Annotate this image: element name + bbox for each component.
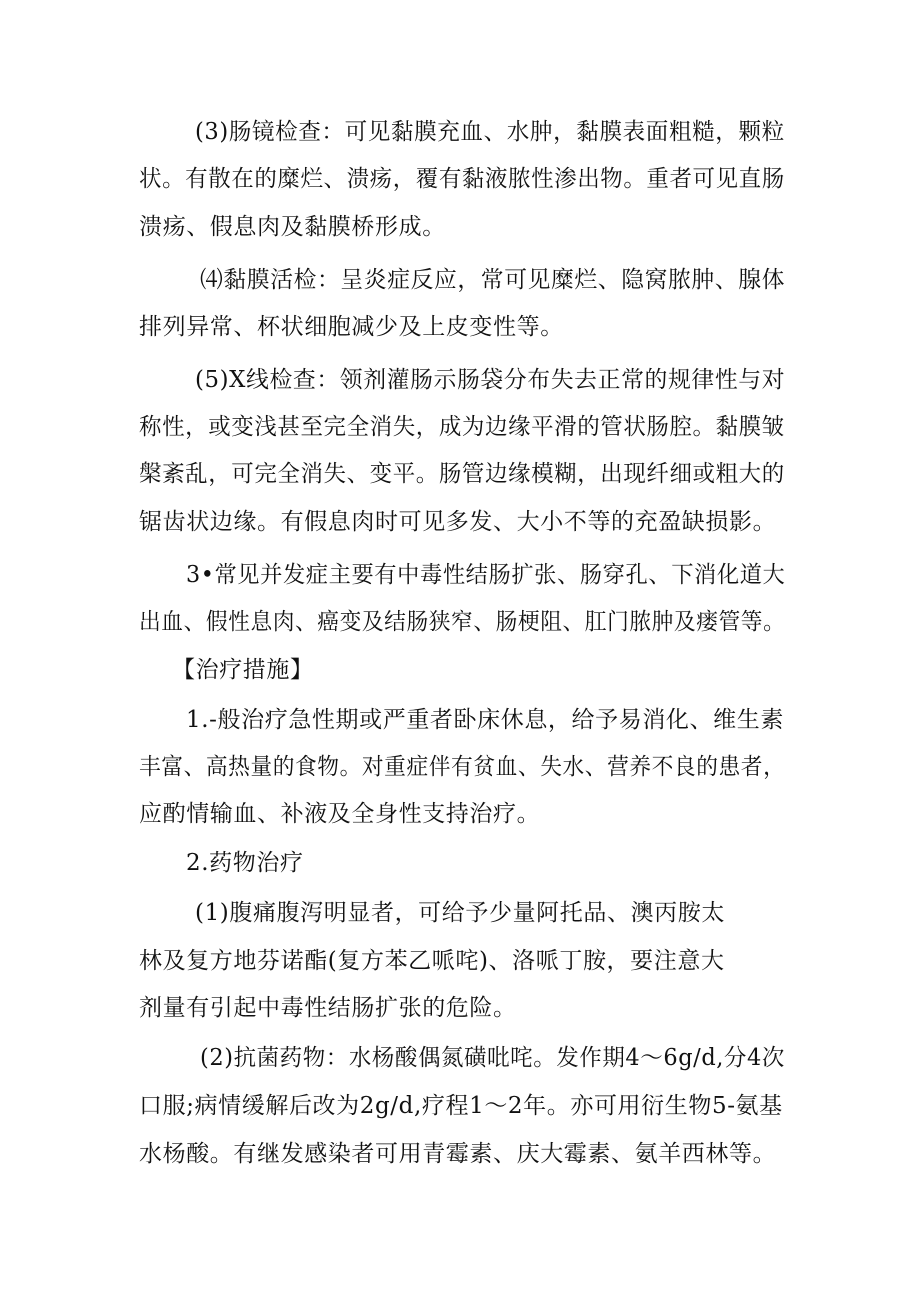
text-line: 丰富、高热量的食物。对重症伴有贫血、失水、营养不良的患者， xyxy=(139,754,786,780)
text-line: 林及复方地芬诺酯(复方苯乙哌咤)、洛哌丁胺，要注意大 xyxy=(139,948,725,974)
text-line: (2)抗菌药物：水杨酸偶氮磺吡咤。发作期4～6g/d,分4次 xyxy=(200,1045,785,1071)
text-line: 排列异常、杯状细胞减少及上皮变性等。 xyxy=(139,314,564,340)
text-line: 3•常见并发症主要有中毒性结肠扩张、肠穿孔、下消化道大 xyxy=(186,562,786,588)
text-line: 称性，或变浅甚至完全消失，成为边缘平滑的管状肠腔。黏膜皱 xyxy=(139,414,785,440)
text-line: 锯齿状边缘。有假息肉时可见多发、大小不等的充盈缺损影。 xyxy=(139,509,777,535)
text-line: ⑷黏膜活检：呈炎症反应，常可见糜烂、隐窝脓肿、腺体 xyxy=(200,267,785,293)
text-line: 状。有散在的糜烂、溃疡，覆有黏液脓性渗出物。重者可见直肠 xyxy=(139,166,785,192)
text-line: 应酌情输血、补液及全身性支持治疗。 xyxy=(139,801,541,827)
text-line: 溃疡、假息肉及黏膜桥形成。 xyxy=(139,214,446,240)
text-line: 剂量有引起中毒性结肠扩张的危险。 xyxy=(139,995,517,1021)
subsection-heading: 2.药物治疗 xyxy=(186,850,304,876)
text-line: 水杨酸。有继发感染者可用青霉素、庆大霉素、氨羊西林等。 xyxy=(139,1141,777,1167)
text-line: (5)X线检查：领剂灌肠示肠袋分布失去正常的规律性与对 xyxy=(195,367,786,393)
text-line: 口服;病情缓解后改为2g/d,疗程1～2年。亦可用衍生物5-氨基 xyxy=(139,1093,783,1119)
text-line: (3)肠镜检查：可见黏膜充血、水肿，黏膜表面粗糙，颗粒 xyxy=(195,119,785,145)
text-line: 出血、假性息肉、癌变及结肠狭窄、肠梗阻、肛门脓肿及瘘管等。 xyxy=(139,609,786,635)
section-heading: 【治疗措施】 xyxy=(172,657,314,683)
text-line: 槃紊乱，可完全消失、变平。肠管边缘模糊，出现纤细或粗大的 xyxy=(139,461,785,487)
text-line: (1)腹痛腹泻明显者，可给予少量阿托品、澳丙胺太 xyxy=(195,900,725,926)
text-line: 1.-般治疗急性期或严重者卧床休息，给予易消化、维生素 xyxy=(186,707,784,733)
